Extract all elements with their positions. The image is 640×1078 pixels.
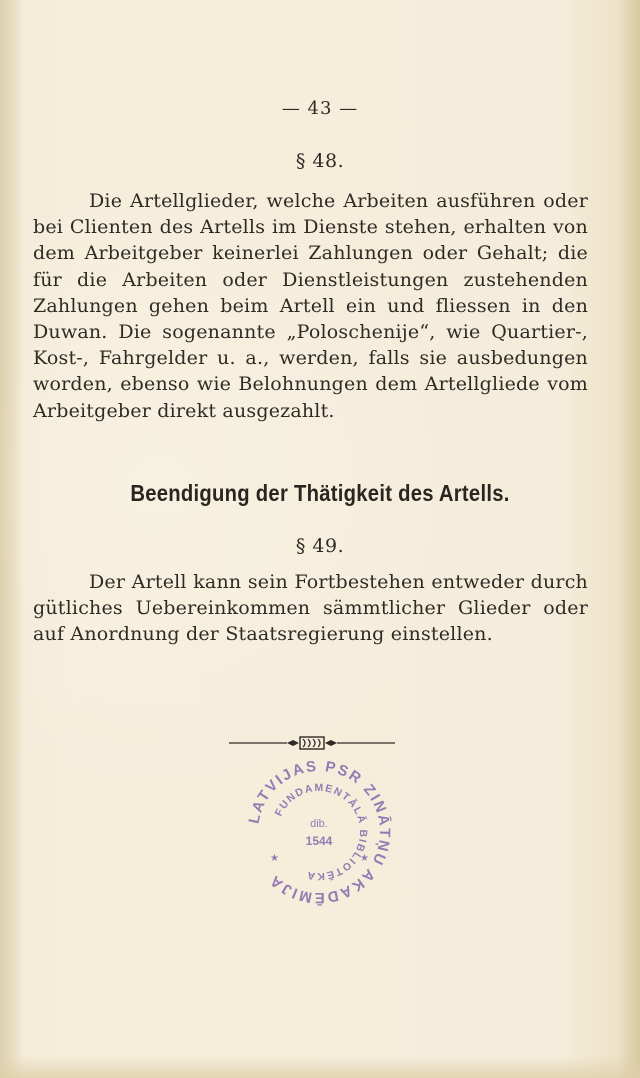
section-48-mark: § 48. — [295, 150, 345, 172]
page-bottom-shadow — [0, 1056, 640, 1078]
chapter-heading: Beendigung der Thätigkeit des Artells. — [130, 480, 510, 506]
stamp-number: 1544 — [305, 834, 333, 848]
library-stamp — [244, 757, 394, 907]
stamp-inner-text: FUNDAMENTĀLĀ BIBLIOTĒKA — [272, 781, 370, 883]
stamp-outer-text: LATVIJAS PSR ZINĀTŅU AKADĒMIJA — [245, 757, 394, 907]
stamp-star-icon: ★ — [270, 853, 279, 864]
stamp-label: dib. — [310, 818, 328, 830]
section-48-text: Die Artellglieder, welche Arbeiten ausführen oder bei Clienten des Artells im Dienste stehen, erhalten von dem Arbeitgeber keinerlei Zahlungen oder Gehalt; die für die Arbeiten oder Dienstleistungen zustehenden Zahlungen gehen beim Artell ein und fliessen in den Duwan. Die sogenannte „Poloschenije“, wie Quartier-, Kost-, Fahrgelder u. a., werden, falls sie ausbedungen worden, ebenso wie Belohnungen dem Artellgliede vom Arbeitgeber direkt ausgezahlt. — [33, 190, 588, 422]
end-ornament — [229, 734, 395, 752]
section-49-text: Der Artell kann sein Fortbestehen entweder durch gütliches Uebereinkommen sämmtlicher Glieder oder auf Anordnung der Staatsregierung einstellen. — [33, 571, 588, 646]
page-number: — 43 — — [281, 98, 359, 119]
stamp-star-icon: ★ — [360, 853, 369, 864]
section-49-mark: § 49. — [295, 535, 345, 557]
